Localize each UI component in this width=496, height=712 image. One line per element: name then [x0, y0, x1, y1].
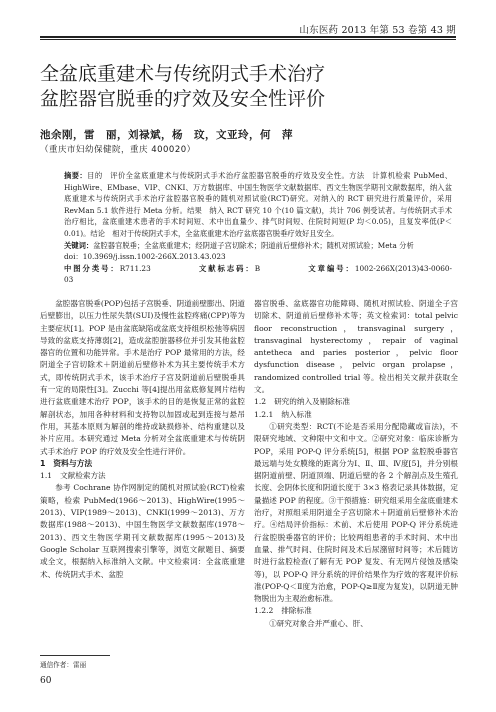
title-line: 全盆底重建术与传统阴式手术治疗 [40, 63, 326, 85]
abstract-text [64, 170, 452, 240]
keywords-label: 关键词： [64, 240, 94, 250]
header-rule [40, 36, 456, 38]
subsubsection-title: 排除标准 [281, 606, 312, 616]
article-title [40, 62, 456, 112]
page-number: 60 [40, 676, 52, 686]
subsection-number: 1.2 [254, 397, 267, 407]
doc-code-value: B [254, 263, 261, 273]
clc-number [64, 264, 173, 273]
header-rule [40, 39, 456, 40]
abstract-label: 摘要： [64, 171, 88, 180]
classification-line [64, 263, 452, 286]
body-paragraph: 盆腔器官脱垂(POP)包括子宫脱垂、阴道前壁膨出、阴道后壁膨出，以压力性尿失禁(SUI)及慢性盆腔疼痛(CPP)等为主要症状[1]。POP 是由盆底缺陷或盆底支持组织松弛等病因导致的盆底支持薄弱[2]，造成盆腔脏器移位并引发其他盆腔器官的位置和功能异常。手术是治疗 POP 最常用的方法，经阴道全子宫切除术＋阴道前后壁修补术为其主要传统手术方式，即传统阴式手术，该手术治疗子宫及阴道前后壁脱垂具有一定的局限性[3]。Zucchi 等[4]提出用盆底修复网片结构进行盆底重建术治疗 POP，该手术的目的是恢复正常的盆腔解剖状态，加用各种材料和支持物以加固或起到连接与悬吊作用，其基本原则为解剖的维持或缺损修补、结构重建以及补片应用。本研究通过 Meta 分析对全盆底重建术与传统阴式手术治疗 POP 的疗效及安全性进行评价。 [40, 299, 245, 456]
subsubsection-number: 1.2.2 [254, 606, 274, 616]
article-no-value: 1002-266X(2013)43-0060-03 [64, 263, 453, 285]
subsection-heading [254, 396, 458, 408]
subsubsection-title: 纳入标准 [281, 409, 312, 419]
body-column-right [254, 298, 458, 630]
body-paragraph: ①研究类型：RCT(不论是否采用分配隐藏或盲法)，不限研究地域、文种限中文和中文。②研究对象：临床诊断为 POP，采用 POP-Q 评分系统[5]，根据 POP 盆腔脱垂器官最远端与处女膜缘的距离分为Ⅰ、Ⅱ、Ⅲ、Ⅳ度[5]，并分别根据阴道前壁、阴道顶端、阴道后壁的各 2 个解剖点及生殖孔长度、会阴体长度和阴道长度于 3×3 格表记录具体数据，定量描述 POP 的程度。③干预措施：研究组采用全盆底重建术治疗，对照组采用阴道全子宫切除术＋阴道前后壁修补术治疗。④结局评价指标：术前、术后使用 POP-Q 评分系统进行盆腔脱垂器官的评价；比较两组患者的手术时间、术中出血量、排气时间、住院时间及术后尿潴留时间等；术后随访时进行盆腔检查(了解有无 POP 复发、有无网片侵蚀及感染等)，以 POP-Q 评分系统的评价结果作为疗效的客观评价标准(POP-Q＜Ⅱ度为治愈，POP-Q≥Ⅱ度为复发)，以阴道无肿物脱出为主观治愈标准。 [254, 421, 458, 604]
abstract [64, 170, 452, 286]
affiliation: （重庆市妇幼保健院，重庆 400020） [40, 145, 196, 155]
subsubsection-number: 1.2.1 [254, 409, 274, 419]
authors: 池余刚，雷 丽，刘禄斌，杨 玟，文亚玲，何 萍 [40, 129, 293, 141]
subsection-number: 1.1 [40, 471, 53, 481]
subsection-title: 文献检索方法 [60, 471, 106, 481]
journal-header: 山东医药 2013 年第 53 卷第 43 期 [299, 25, 456, 36]
footnote: 通信作者：雷丽 [40, 661, 87, 669]
body-paragraph: 器官脱垂、盆底器官功能障碍、随机对照试验、阴道全子宫切除术、阴道前后壁修补术等；英文检索词：total pelvic floor reconstruction，transvaginal surgery，transvaginal hysterectomy，repair of vaginal antetheca and paries posterior，pelvic floor dysfunction disease，pelvic organ prolapse，randomized controlled trial 等。检出相关文献并获取全文。 [254, 299, 458, 395]
doc-code-label: 文献标志码： [199, 263, 255, 273]
clc-value: R711.23 [119, 263, 151, 273]
subsubsection-heading [254, 605, 458, 617]
subsection-title: 研究的纳入及剔除标准 [274, 397, 351, 407]
keywords-body: 盆腔器官脱垂；全盆底重建术；经阴道子宫切除术；阴道前后壁修补术；随机对照试验；Meta 分析 [93, 240, 414, 250]
clc-label: 中图分类号： [64, 263, 120, 273]
footnote-rule [40, 655, 110, 656]
title-line: 盆腔器官脱垂的疗效及安全性评价 [40, 88, 326, 110]
section-heading: 1 资料与方法 [40, 458, 93, 468]
keywords [64, 240, 452, 252]
body-paragraph: 参考 Cochrane 协作网制定的随机对照试验(RCT)检索策略，检索 PubMed(1966～2013)、HighWire(1995～2013)、VIP(1989～2013)、CNKI(1999～2013)、万方数据库(1988～2013)、中国生物医学文献数据库(1978～2013)、西文生物医学期刊文献数据库(1995～2013)及 Google Scholar 互联网搜索引擎等，浏览文献题目、摘要或全文，根据纳入标准纳入文献。中文检索词：全盆底重建术、传统阴式手术、盆腔 [40, 483, 245, 579]
body-column-left [40, 298, 245, 581]
article-no-label: 文章编号： [308, 263, 355, 273]
subsection-heading [40, 470, 245, 482]
abstract-body: 目的 评价全盆底重建术与传统阴式手术治疗盆腔器官脱垂的疗效及安全性。方法 计算机检索 PubMed、HighWire、EMbase、VIP、CNKI、万方数据库、中国生物医学文献数据库、西文生物医学期刊文献数据库，纳入盆底重建术与传统阴式手术治疗盆腔器官脱垂的随机对照试验(RCT)研究。对纳入的 RCT 研究进行质量评价，采用 RevMan 5.1 软件进行 Meta 分析。结果 纳入 RCT 研究 10 个(10 篇文献)，共计 706 例受试者。与传统阴式手术治疗相比，盆底重建术患者的手术时间短、术中出血量少、排气时间短、住院时间短(P 均＜0.05)，且复发率低(P＜0.01)。结论 相对于传统阴式手术，全盆底重建术治疗盆底器官脱垂疗效好且安全。 [64, 171, 452, 238]
body-paragraph: ①研究对象合并严重心、肝、 [269, 618, 368, 628]
document-code [199, 264, 282, 273]
subsubsection-heading [254, 409, 458, 421]
doi: doi：10.3969/j.issn.1002-266X.2013.43.023 [64, 252, 226, 262]
